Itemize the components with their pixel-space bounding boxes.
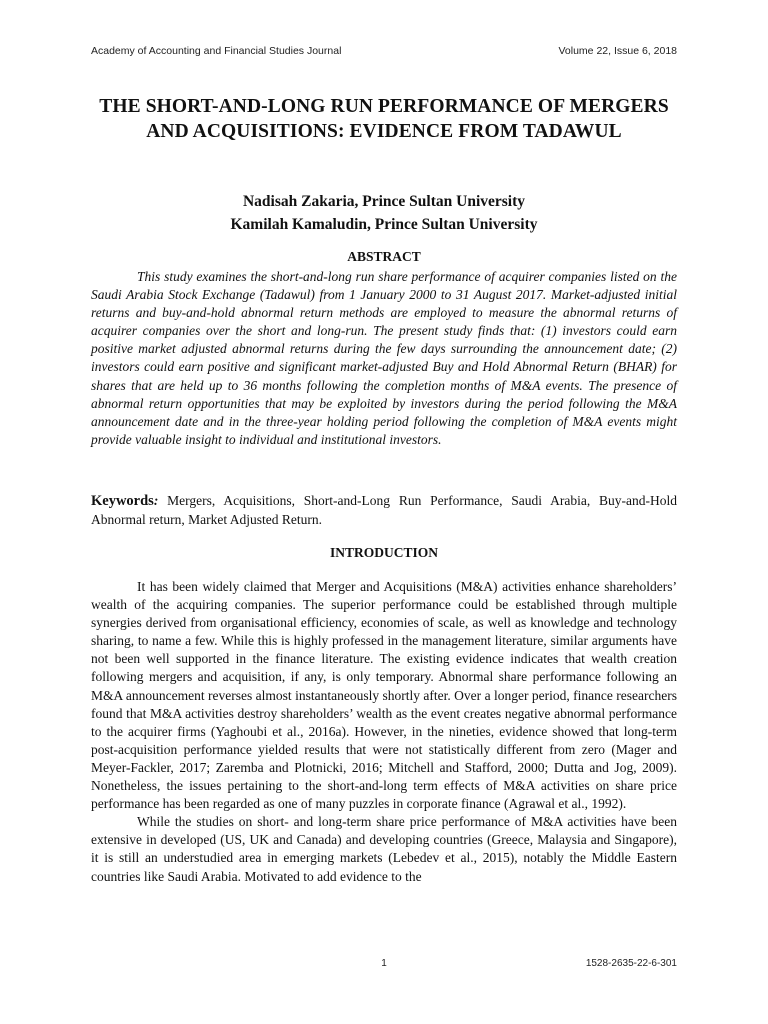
paragraph: It has been widely claimed that Merger and Acquisitions (M&A) activities enhance shareholders’ wealth of the acquiring companies. The superior performance could be established through multiple synergies derived from organisational efficiency, economies of scale, as well as knowledge and technology sharing, to name a few. While this is highly professed in the management literature, similar arguments have not been well supported in the finance literature. The existing evidence indicates that wealth creation following mergers and acquisition, if any, is only temporary. Abnormal share performance following an M&A announcement reverses almost instantaneously shortly after. Over a longer period, finance researchers found that M&A activities destroy shareholders’ wealth as the event creates negative abnormal performance to the acquirer firms (Yaghoubi et al., 2016a). However, in the nineties, evidence showed that long-term post-acquisition performance yielded results that were not statistically different from zero (Mager and Meyer-Fackler, 2017; Zaremba and Plotnicki, 2016; Mitchell and Stafford, 2000; Dutta and Jog, 2009). Nonetheless, the issues pertaining to the short-and-long term effects of M&A activities on share price performance has been regarded as one of many puzzles in corporate finance (Agrawal et al., 1992). [91,579,677,812]
running-header [91,45,677,57]
volume-issue: Volume 22, Issue 6, 2018 [558,45,677,57]
keywords-label: Keywords [91,493,154,509]
introduction-heading: INTRODUCTION [329,545,438,560]
abstract-text: This study examines the short-and-long run share performance of acquirer companies listed on the Saudi Arabia Stock Exchange (Tadawul) from 1 January 2000 to 31 August 2017. Market-adjusted initial returns and buy-and-hold abnormal return methods are employed to measure the abnormal returns of acquirer companies over the short and long-run. The present study finds that: (1) investors could earn positive market adjusted abnormal returns during the few days surrounding the announcement date; (2) investors could earn positive and significant market-adjusted Buy and Hold Abnormal Return (BHAR) for shares that are held up to 36 months following the completion months of M&A events. The presence of abnormal return opportunities that may be exploited by investors during the period following the M&A announcement date and in the three-year holding period following the completion of M&A events might provide valuable insight to individual and institutional investors. [91,269,677,447]
article-id: 1528-2635-22-6-301 [585,958,677,969]
keywords-colon: : [153,493,159,508]
abstract-heading: ABSTRACT [347,249,421,264]
author-list [91,190,677,236]
paper-title: THE SHORT-AND-LONG RUN PERFORMANCE OF MERGERS AND ACQUISITIONS: EVIDENCE FROM TADAWUL [99,96,669,142]
journal-name: Academy of Accounting and Financial Studies Journal [91,45,342,57]
paragraph: While the studies on short- and long-term share price performance of M&A activities have been extensive in developed (US, UK and Canada) and developing countries (Greece, Malaysia and Singapore), it is still an understudied area in emerging markets (Lebedev et al., 2015), notably the Middle Eastern countries like Saudi Arabia. Motivated to add evidence to the [91,814,677,884]
keywords-text: Mergers, Acquisitions, Short-and-Long Run Performance, Saudi Arabia, Buy-and-Hold Abnormal return, Market Adjusted Return. [91,493,677,527]
page-number: 1 [381,958,387,969]
introduction-body [91,578,677,886]
author-line: Nadisah Zakaria, Prince Sultan University [242,193,526,210]
author-line: Kamilah Kamaludin, Prince Sultan University [230,216,538,233]
keywords-line [91,492,677,529]
